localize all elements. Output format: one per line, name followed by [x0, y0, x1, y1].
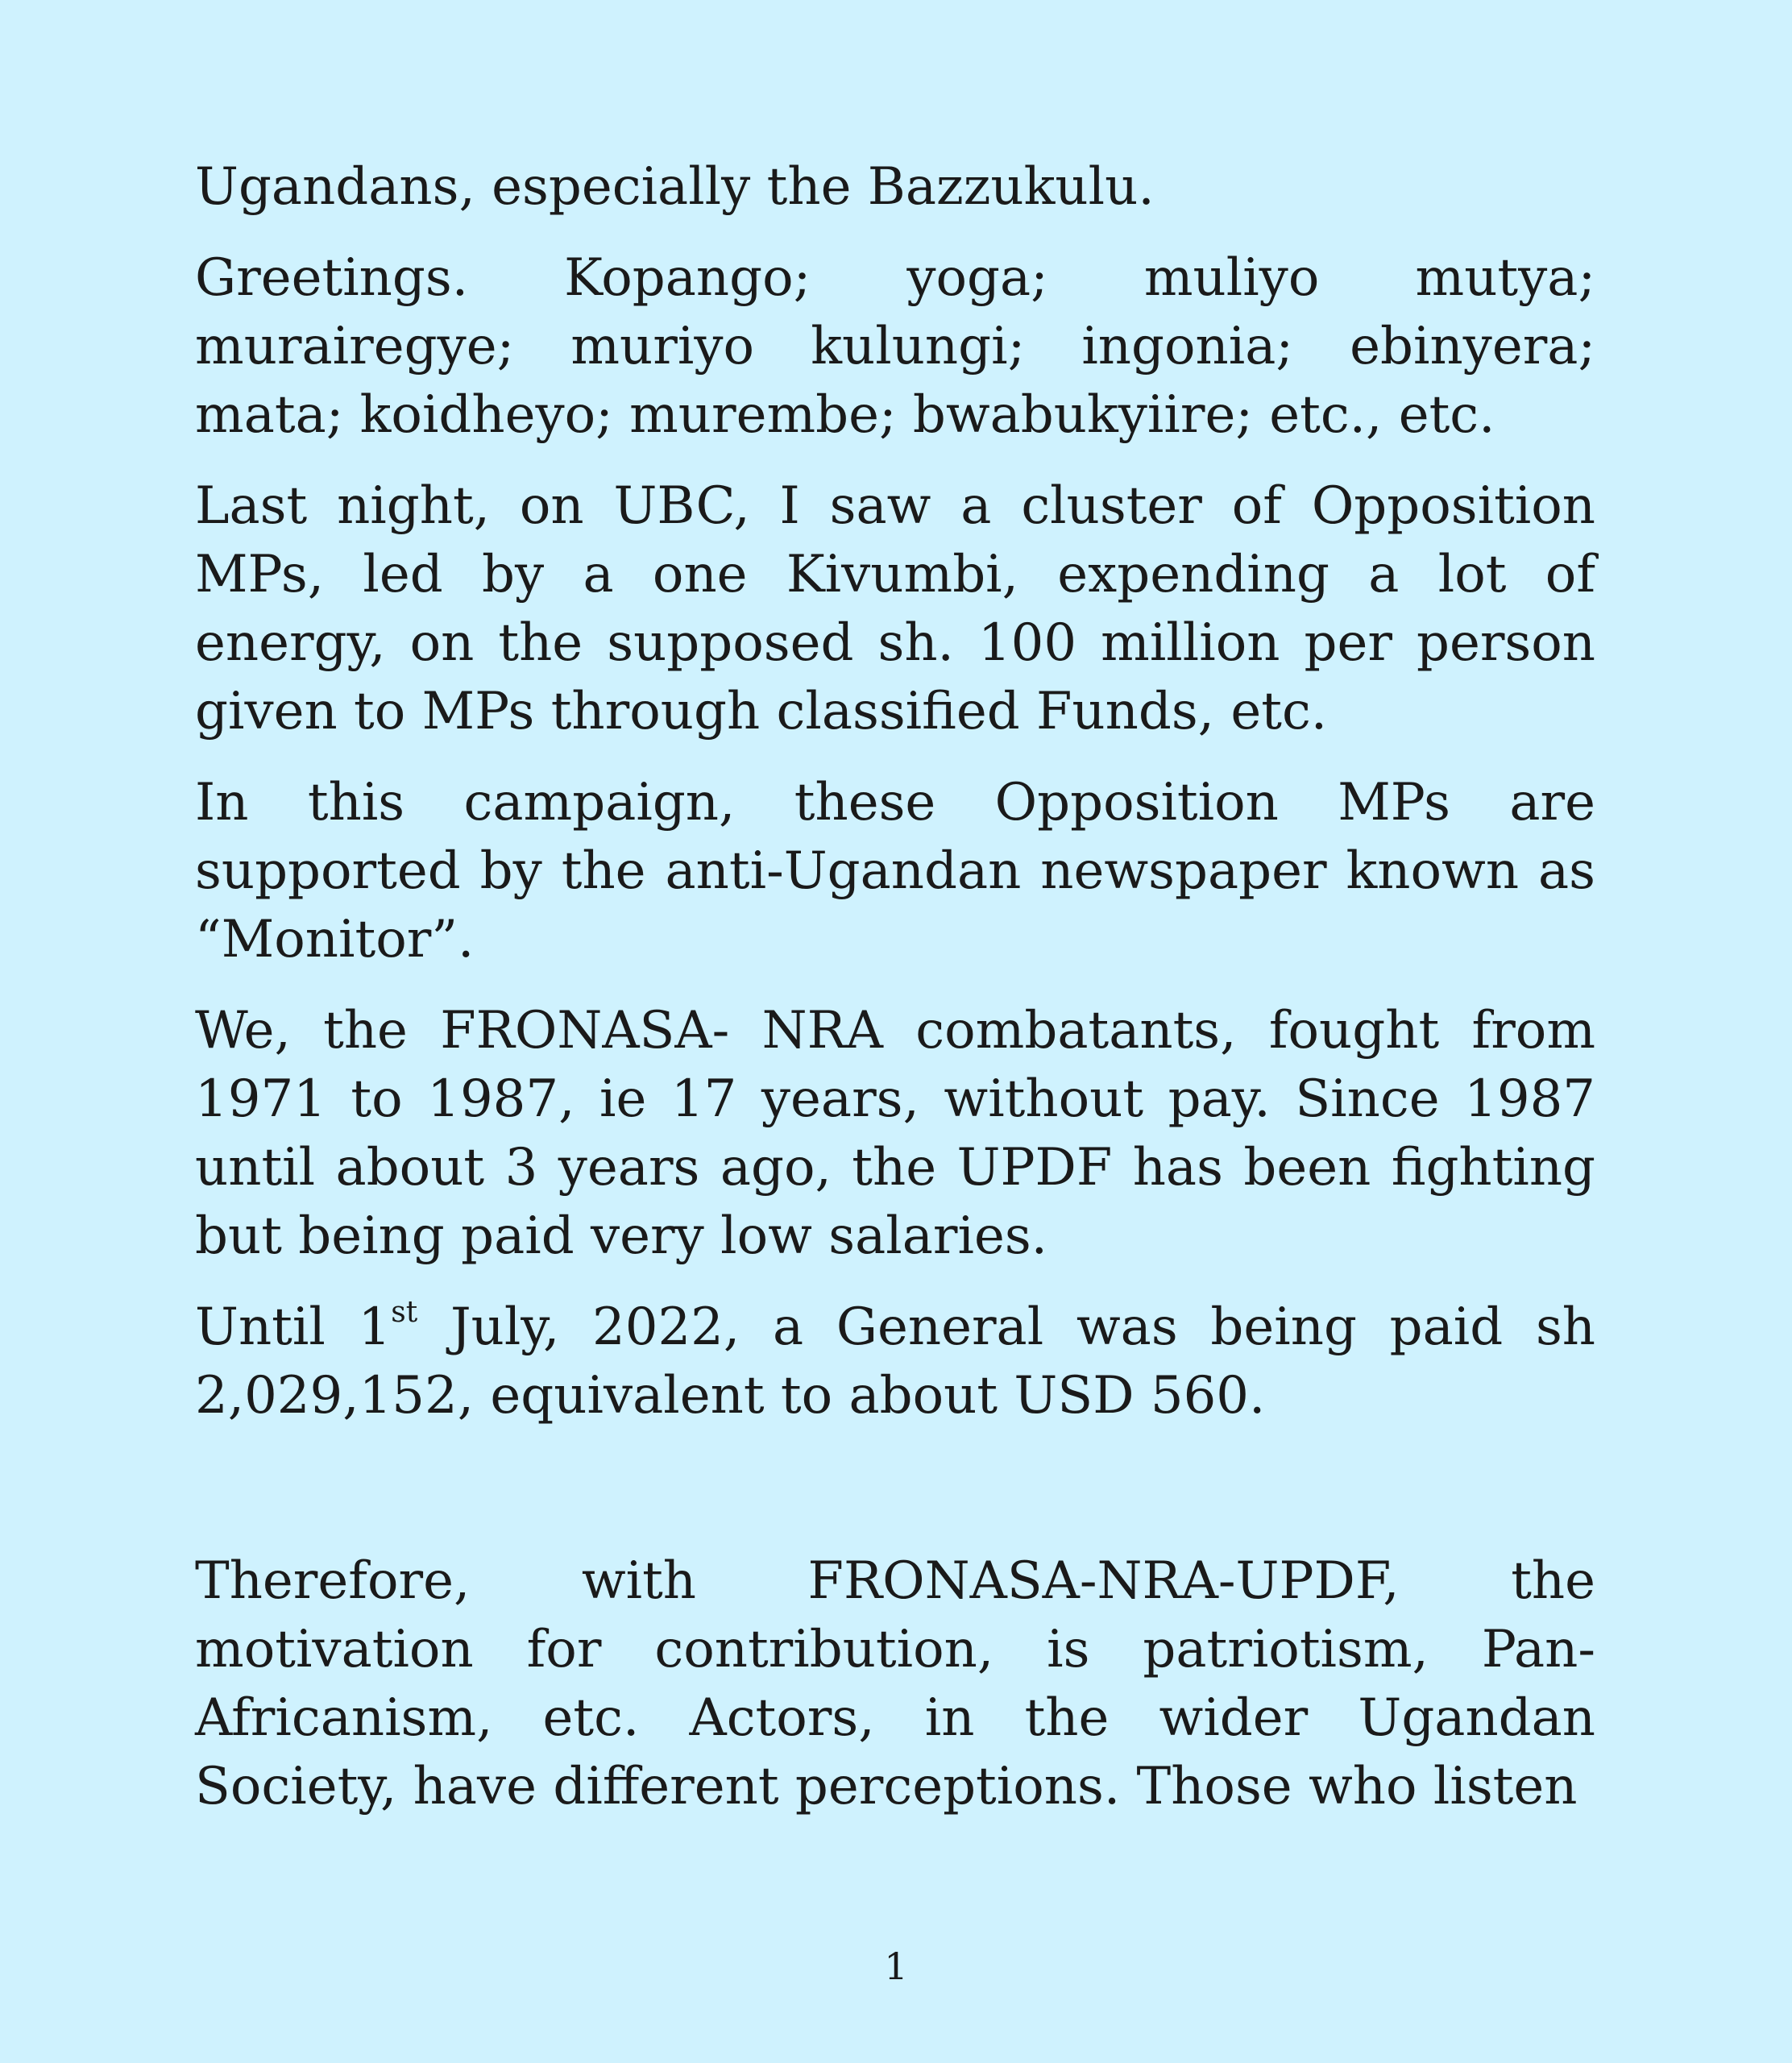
patriotism-paragraph: Therefore, with FRONASA-NRA-UPDF, the motivation for contribution, is patriotism, Pan-Africanism, etc. Actors, in the wider Ugandan Society, have different perceptions. Those who listen: [195, 1551, 1595, 1816]
fronasa-paragraph: We, the FRONASA- NRA combatants, fought from 1971 to 1987, ie 17 years, without pay. Since 1987 until about 3 years ago, the UPDF has been fighting but being paid very low salaries.: [195, 1001, 1595, 1266]
ordinal-suffix: st: [391, 1296, 418, 1329]
page-number: 1: [884, 1945, 908, 1988]
salary-paragraph: [195, 1293, 1595, 1430]
ubc-paragraph: Last night, on UBC, I saw a cluster of Opposition MPs, led by a one Kivumbi, expending a lot of energy, on the supposed sh. 100 million per person given to MPs through classified Funds, etc.: [195, 476, 1595, 741]
salutation-paragraph: Ugandans, especially the Bazzukulu.: [195, 157, 1155, 217]
document-body: [195, 153, 1595, 1844]
salary-text-end: July, 2022, a General was being paid sh 2,029,152, equivalent to about USD 560.: [195, 1297, 1596, 1426]
salary-text-start: Until 1: [195, 1297, 392, 1357]
monitor-paragraph: In this campaign, these Opposition MPs are supported by the anti-Ugandan newspaper known as “Monitor”.: [195, 773, 1595, 969]
greetings-paragraph: Greetings. Kopango; yoga; muliyo mutya; murairegye; muriyo kulungi; ingonia; ebinyera; mata; koidheyo; murembe; bwabukyiire; etc., etc.: [195, 248, 1595, 445]
